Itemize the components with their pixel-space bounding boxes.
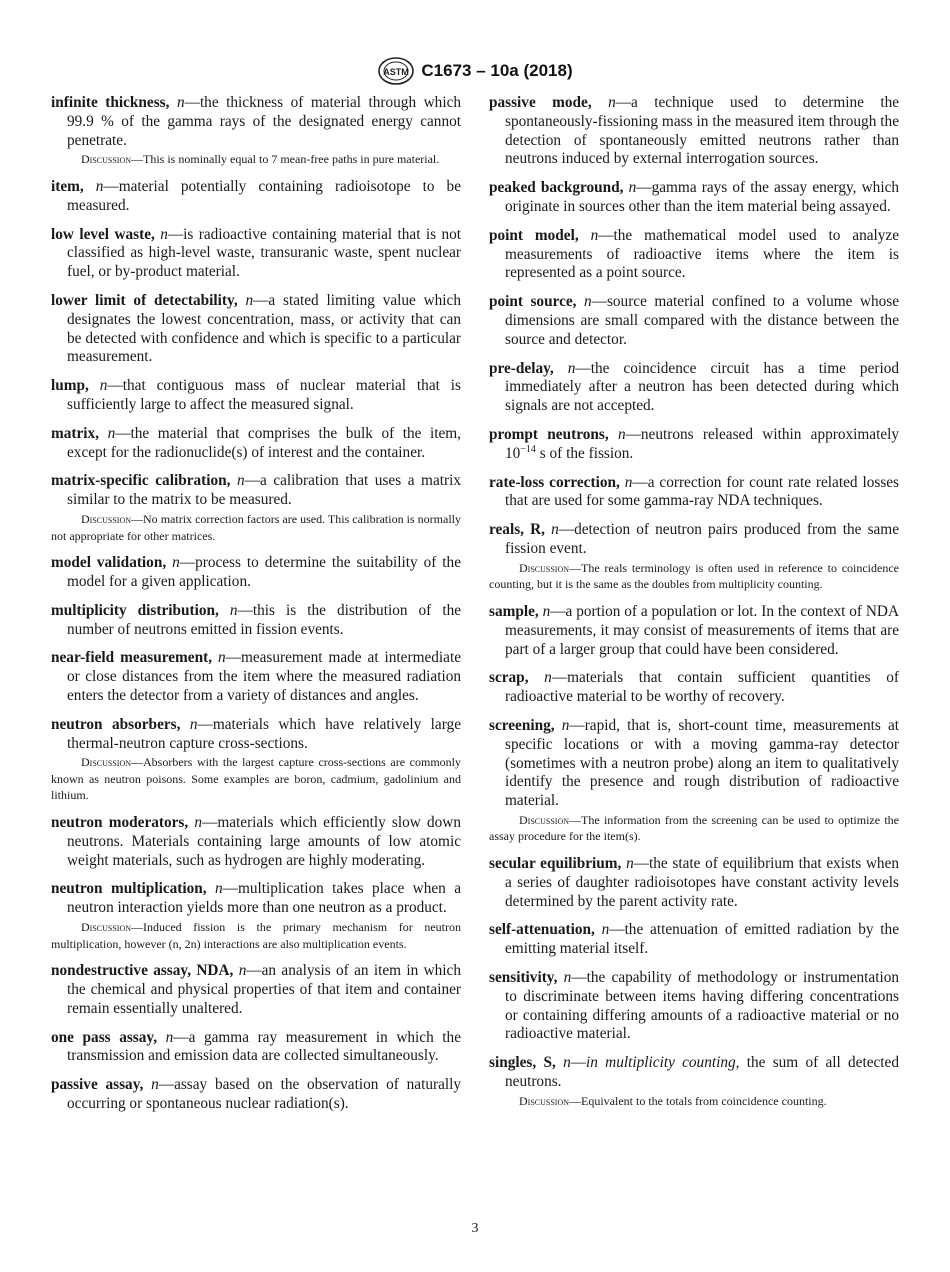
- definition-text: —a stated limiting value which designates the lowest concentration, mass, or activity that can be detected with confidence and which is specific to a particular measurement.: [67, 291, 461, 366]
- term: matrix,: [51, 424, 99, 442]
- definition-entry: [51, 649, 461, 705]
- definition-text: —a correction for count rate related losses that are used for some gamma-ray NDA techniques.: [505, 473, 900, 510]
- definition-text: —assay based on the observation of naturally occurring or spontaneous nuclear radiation(s).: [67, 1076, 462, 1113]
- definition-entry: [489, 855, 899, 911]
- page-number: 3: [471, 1221, 479, 1236]
- discussion-label: Discussion: [519, 812, 570, 827]
- definition-entry: [51, 94, 461, 168]
- definition-text: —the mathematical model used to analyze measurements of radioactive items where the item is represented as a point source.: [505, 226, 899, 282]
- definition-entry: [489, 179, 899, 217]
- discussion-text: —This is nominally equal to 7 mean-free paths in pure material.: [131, 152, 440, 167]
- term: infinite thickness,: [51, 94, 170, 111]
- discussion-text: —Induced fission is the primary mechanism for neutron multiplication, however (n, 2n) interactions are also multiplication events.: [51, 920, 461, 951]
- discussion-text: —The reals terminology is often used in reference to coincidence counting, but it is the same as the doubles from multiplicity counting.: [489, 560, 899, 592]
- term: sensitivity,: [489, 969, 558, 987]
- part-of-speech: n: [617, 425, 626, 443]
- part-of-speech: n: [542, 602, 551, 620]
- part-of-speech: n: [160, 225, 168, 243]
- discussion-text: —No matrix correction factors are used. This calibration is normally not appropriate for other matrices.: [51, 511, 461, 543]
- definition-entry: [51, 292, 461, 367]
- term: neutron absorbers,: [51, 715, 181, 733]
- term: lower limit of detectability,: [51, 291, 238, 309]
- term: passive mode,: [489, 94, 592, 111]
- definition-entry: [51, 1076, 461, 1114]
- part-of-speech: n: [99, 377, 108, 395]
- definition-entry: [489, 669, 899, 707]
- definition-entry: [489, 94, 899, 169]
- part-of-speech: n: [172, 554, 180, 572]
- definition-text: —a gamma ray measurement in which the transmission and emission data are collected simultaneously.: [67, 1028, 461, 1065]
- term: scrap,: [489, 669, 529, 687]
- astm-logo-icon: [377, 56, 415, 86]
- part-of-speech: n: [215, 880, 223, 898]
- term: model validation,: [51, 554, 167, 572]
- discussion-note: [51, 511, 461, 544]
- definition-entry: [489, 474, 899, 512]
- definition-entry: [489, 969, 899, 1044]
- definition-text: —process to determine the suitability of the model for a given application.: [67, 554, 461, 590]
- definition-entry: [51, 425, 461, 463]
- definition-entry: [489, 603, 899, 659]
- term: self-attenuation,: [489, 921, 595, 939]
- definition-entry: [51, 880, 461, 952]
- term: lump,: [51, 377, 89, 395]
- part-of-speech: n: [563, 1054, 571, 1072]
- discussion-note: [51, 919, 461, 952]
- definition-entry: [489, 293, 899, 349]
- term: screening,: [489, 716, 555, 734]
- discussion-note: [489, 812, 899, 845]
- definition-tail: , the sum of all detected neutrons.: [505, 1054, 899, 1091]
- part-of-speech: n: [626, 855, 634, 873]
- definition-text: —material potentially containing radioisotope to be measured.: [67, 177, 461, 214]
- definition-text: —source material confined to a volume whose dimensions are small compared with the distance between the source and detector.: [505, 293, 900, 348]
- definition-entry: [489, 227, 899, 283]
- standard-designation: C1673 – 10a (2018): [421, 61, 573, 80]
- definition-entry: [51, 1029, 461, 1067]
- term: multiplicity distribution,: [51, 601, 219, 619]
- part-of-speech: n: [628, 179, 637, 197]
- definition-entry: [489, 521, 899, 593]
- discussion-note: [51, 754, 461, 804]
- definition-text: —detection of neutron pairs produced from the same fission event.: [505, 521, 899, 557]
- term: neutron moderators,: [51, 814, 189, 832]
- term: prompt neutrons,: [489, 425, 609, 443]
- left-column: [51, 94, 461, 1124]
- definition-entry: [489, 921, 899, 959]
- term: low level waste,: [51, 225, 155, 243]
- definition-entry: [51, 962, 461, 1018]
- definition-text: —multiplication takes place when a neutron interaction yields more than one neutron as a product.: [67, 880, 461, 917]
- term: secular equilibrium,: [489, 855, 622, 873]
- part-of-speech: n: [624, 473, 633, 491]
- part-of-speech: n: [189, 715, 198, 733]
- definition-text: —the state of equilibrium that exists when a series of daughter radioisotopes have constant activity levels determined by the parent activity rate.: [505, 855, 900, 910]
- definition-text: —this is the distribution of the number of neutrons emitted in fission events.: [67, 601, 462, 638]
- definition-entry: [51, 178, 461, 216]
- discussion-label: Discussion: [81, 152, 132, 167]
- discussion-note: [51, 151, 461, 168]
- part-of-speech: n: [551, 521, 559, 539]
- definition-entry: [51, 716, 461, 804]
- discussion-label: Discussion: [81, 755, 132, 770]
- superscript: −14: [520, 443, 536, 455]
- page-header: [0, 56, 950, 91]
- definition-italic: in multiplicity counting: [586, 1054, 736, 1072]
- definition-text: —that contiguous mass of nuclear material that is sufficiently large to affect the measured signal.: [67, 377, 462, 413]
- discussion-note: [489, 1093, 899, 1110]
- term: item,: [51, 177, 84, 195]
- discussion-label: Discussion: [519, 560, 570, 575]
- definition-entry: [489, 360, 899, 416]
- part-of-speech: n: [245, 291, 254, 309]
- definition-text: —the thickness of material through which 99.9 % of the gamma rays of the designated energy cannot penetrate.: [67, 94, 462, 149]
- part-of-speech: n: [567, 359, 576, 377]
- part-of-speech: n: [561, 716, 570, 734]
- definition-text: —a portion of a population or lot. In the context of NDA measurements, it may consist of measurements of items that are part of a larger group that could have been considered.: [505, 602, 900, 658]
- term: pre-delay,: [489, 359, 554, 377]
- part-of-speech: n: [563, 969, 572, 987]
- logo-text: ASTM: [383, 67, 410, 77]
- term: matrix-specific calibration,: [51, 472, 231, 490]
- right-column: [489, 94, 899, 1119]
- part-of-speech: n: [229, 601, 238, 619]
- term: rate-loss correction,: [489, 473, 620, 491]
- discussion-note: [489, 560, 899, 593]
- definition-entry: [51, 602, 461, 640]
- term: point model,: [489, 226, 579, 244]
- definition-text: —the material that comprises the bulk of the item, except for the radionuclide(s) of interest and the container.: [67, 424, 462, 461]
- definition-text: —neutrons released within approximately 10: [505, 425, 900, 462]
- discussion-label: Discussion: [81, 920, 132, 935]
- discussion-label: Discussion: [81, 511, 132, 526]
- term: passive assay,: [51, 1076, 144, 1094]
- part-of-speech: n: [194, 814, 203, 832]
- term: peaked background,: [489, 179, 624, 197]
- definition-text: —measurement made at intermediate or close distances from the item where the measured radiation enters the detector from a variety of distances and angles.: [67, 649, 461, 704]
- definition-text: —materials which efficiently slow down neutrons. Materials containing large amounts of low atomic weight materials, such as hydrogen are highly moderating.: [67, 814, 462, 869]
- discussion-label: Discussion: [519, 1093, 570, 1108]
- part-of-speech: n: [584, 293, 592, 311]
- term: one pass assay,: [51, 1028, 158, 1046]
- definition-text: —materials which have relatively large thermal-neutron capture cross-sections.: [67, 715, 461, 752]
- discussion-text: —Equivalent to the totals from coincidence counting.: [569, 1093, 827, 1108]
- part-of-speech: n: [217, 649, 226, 667]
- part-of-speech: n: [238, 962, 247, 980]
- definition-entry: [51, 226, 461, 282]
- definition-entry: [51, 814, 461, 870]
- definition-text: —materials that contain sufficient quantities of radioactive material to be worthy of recovery.: [505, 669, 900, 706]
- definition-entry: [51, 377, 461, 415]
- definition-entry: [489, 1054, 899, 1109]
- definition-text: —the coincidence circuit has a time period immediately after a neutron has been detected during which signals are not accepted.: [505, 359, 899, 415]
- definition-text: —rapid, that is, short-count time, measurements at specific locations or with a moving gamma-ray detector (sometimes with a neutron probe) along an item to qualitatively identify the presence and rough distribution of radioactive material.: [505, 716, 900, 810]
- part-of-speech: n: [601, 921, 610, 939]
- term: sample,: [489, 602, 539, 620]
- definition-entry: [489, 426, 899, 464]
- part-of-speech: n: [176, 94, 185, 111]
- discussion-text: —Absorbers with the largest capture cross-sections are commonly known as neutron poisons. Some examples are boron, cadmium, gadolinium and lithium.: [51, 755, 461, 803]
- part-of-speech: n: [151, 1076, 159, 1094]
- part-of-speech: n: [95, 177, 104, 195]
- term: singles, S,: [489, 1054, 556, 1072]
- definition-tail: s of the fission.: [535, 444, 634, 462]
- definition-text: —is radioactive containing material that is not classified as high-level waste, transuranic waste, spent nuclear fuel, or by-product material.: [67, 225, 461, 281]
- definition-entry: [489, 717, 899, 845]
- definition-text: —gamma rays of the assay energy, which originate in sources other than the item material being assayed.: [505, 179, 900, 215]
- definition-entry: [51, 472, 461, 544]
- part-of-speech: n: [590, 226, 599, 244]
- term: neutron multiplication,: [51, 880, 207, 898]
- definition-text: —a calibration that uses a matrix similar to the matrix to be measured.: [67, 472, 461, 509]
- part-of-speech: n: [107, 424, 116, 442]
- term: point source,: [489, 293, 577, 311]
- part-of-speech: n: [165, 1028, 174, 1046]
- part-of-speech: n: [544, 669, 552, 687]
- definition-text: —the capability of methodology or instrumentation to discriminate between items having differing concentrations or containing differing amounts of a radioactive material or no radioactive material.: [505, 969, 899, 1043]
- definition-text: —the attenuation of emitted radiation by the emitting material itself.: [505, 921, 899, 958]
- term: nondestructive assay, NDA,: [51, 962, 234, 980]
- term: near-field measurement,: [51, 649, 213, 667]
- term: reals, R,: [489, 521, 545, 539]
- definition-entry: [51, 554, 461, 592]
- definition-text: —an analysis of an item in which the chemical and physical properties of that item and container remain essentially unaltered.: [67, 962, 461, 1017]
- part-of-speech: n: [237, 472, 245, 490]
- definition-text: —a technique used to determine the spontaneously-fissioning mass in the measured item through the detection of spontaneously emitted neutrons rather than neutrons induced by external interrogation sources.: [505, 94, 900, 168]
- part-of-speech: n: [608, 94, 616, 111]
- definition-text: —: [570, 1054, 587, 1072]
- discussion-text: —The information from the screening can be used to optimize the assay procedure for the item(s).: [489, 812, 899, 844]
